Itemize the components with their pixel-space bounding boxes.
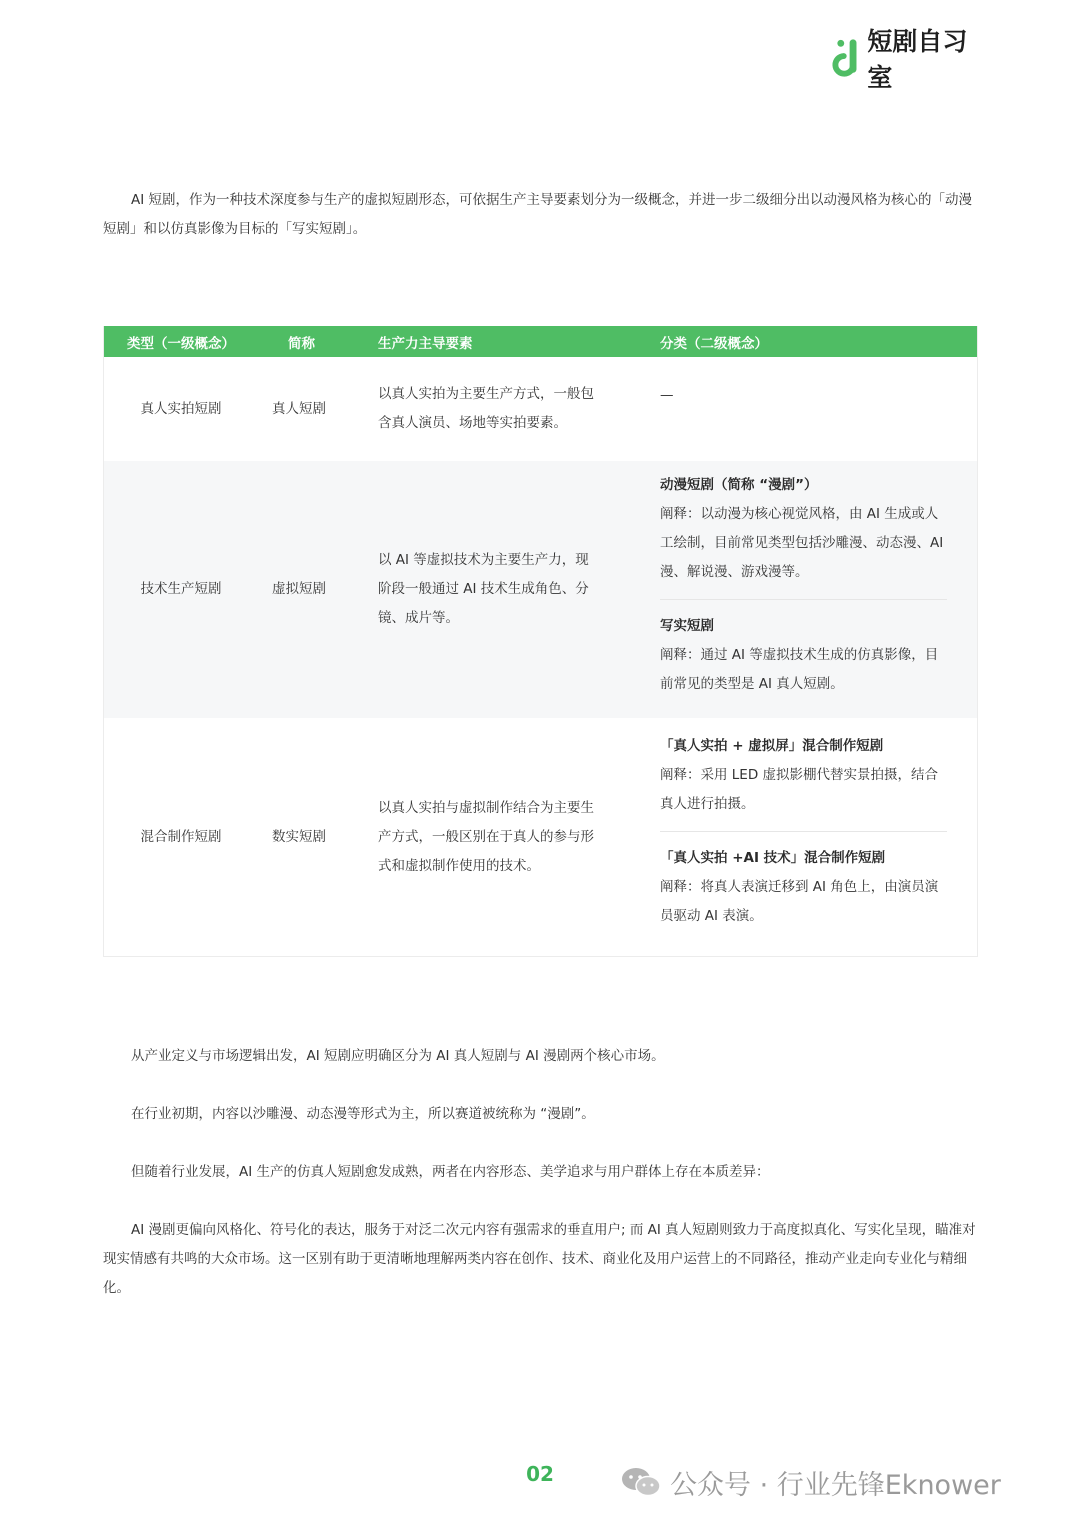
subcategory-desc: 阐释：通过 AI 等虚拟技术生成的仿真影像，目前常见的类型是 AI 真人短剧。 bbox=[660, 647, 939, 692]
subcategory-desc: 阐释：将真人表演迁移到 AI 角色上，由演员演员驱动 AI 表演。 bbox=[660, 879, 939, 924]
row-abbr: 虚拟短剧 bbox=[272, 581, 326, 597]
subcategory-desc: 阐释：采用 LED 虚拟影棚代替实景拍摄，结合真人进行拍摄。 bbox=[660, 767, 939, 812]
divider bbox=[660, 599, 947, 600]
row-abbr: 真人短剧 bbox=[272, 400, 326, 417]
row-type: 技术生产短剧 bbox=[140, 581, 222, 597]
header-type: 类型（一级概念） bbox=[127, 335, 235, 352]
subcategory-desc: 阐释：以动漫为核心视觉风格，由 AI 生成或人工绘制，目前常见类型包括沙雕漫、动态漫、AI 漫、解说漫、游戏漫等。 bbox=[660, 506, 944, 580]
header-abbr: 简称 bbox=[288, 335, 315, 352]
row-factor: 以 AI 等虚拟技术为主要生产力，现阶段一般通过 AI 技术生成角色、分镜、成片等。 bbox=[378, 552, 589, 626]
table-row bbox=[104, 461, 977, 718]
watermark-text: 公众号 · 行业先锋Eknower bbox=[670, 1469, 1001, 1501]
body-paragraph: 但随着行业发展，AI 生产的仿真人短剧愈发成熟，两者在内容形态、美学追求与用户群体上存在本质差异： bbox=[131, 1164, 770, 1180]
brand-logo bbox=[830, 27, 990, 92]
row-category bbox=[612, 718, 977, 956]
subcategory-title: 「真人实拍 + 虚拟屏」混合制作短剧 bbox=[660, 738, 884, 754]
body-paragraph: 从产业定义与市场逻辑出发，AI 短剧应明确区分为 AI 真人短剧与 AI 漫剧两个核心市场。 bbox=[131, 1048, 665, 1064]
row-factor: 以真人实拍为主要生产方式，一般包含真人演员、场地等实拍要素。 bbox=[378, 386, 594, 431]
classification-table bbox=[103, 326, 978, 957]
row-abbr: 数实短剧 bbox=[272, 828, 326, 845]
body-paragraph: 在行业初期，内容以沙雕漫、动态漫等形式为主，所以赛道被统称为 “漫剧”。 bbox=[131, 1106, 595, 1122]
intro-paragraph: AI 短剧，作为一种技术深度参与生产的虚拟短剧形态，可依据生产主导要素划分为一级概念，并进一步二级细分出以动漫风格为核心的「动漫短剧」和以仿真影像为目标的「写实短剧」。 bbox=[103, 192, 973, 237]
table-header bbox=[104, 326, 977, 357]
row-category bbox=[612, 461, 977, 718]
row-type: 真人实拍短剧 bbox=[140, 400, 222, 417]
table-row bbox=[104, 357, 977, 461]
subcategory-title: 动漫短剧（简称 “漫剧”） bbox=[660, 477, 818, 493]
header-factor: 生产力主导要素 bbox=[378, 335, 473, 352]
divider bbox=[660, 831, 947, 832]
row-factor: 以真人实拍与虚拟制作结合为主要生产方式，一般区别在于真人的参与形式和虚拟制作使用的技术。 bbox=[378, 799, 594, 874]
subcategory-title: 「真人实拍 +AI 技术」混合制作短剧 bbox=[660, 850, 886, 866]
empty-dash: — bbox=[660, 387, 674, 403]
brand-name: 短剧自习室 bbox=[867, 27, 968, 92]
logo-mark-icon bbox=[830, 35, 861, 81]
watermark bbox=[620, 1462, 1001, 1502]
body-paragraph: AI 漫剧更偏向风格化、符号化的表达，服务于对泛二次元内容有强需求的垂直用户; 而 AI 真人短剧则致力于高度拟真化、写实化呈现，瞄准对现实情感有共鸣的大众市场。这一区别有助于更清晰地理解两类内容在创作、技术、商业化及用户运营上的不同路径，推动产业走向专业化与精细化。 bbox=[103, 1222, 976, 1296]
row-category bbox=[612, 357, 977, 461]
header-category: 分类（二级概念） bbox=[660, 335, 768, 352]
page-number: 02 bbox=[526, 1462, 554, 1486]
table-row bbox=[104, 718, 977, 956]
row-type: 混合制作短剧 bbox=[140, 828, 222, 845]
subcategory-title: 写实短剧 bbox=[660, 618, 714, 634]
wechat-icon bbox=[620, 1465, 662, 1499]
